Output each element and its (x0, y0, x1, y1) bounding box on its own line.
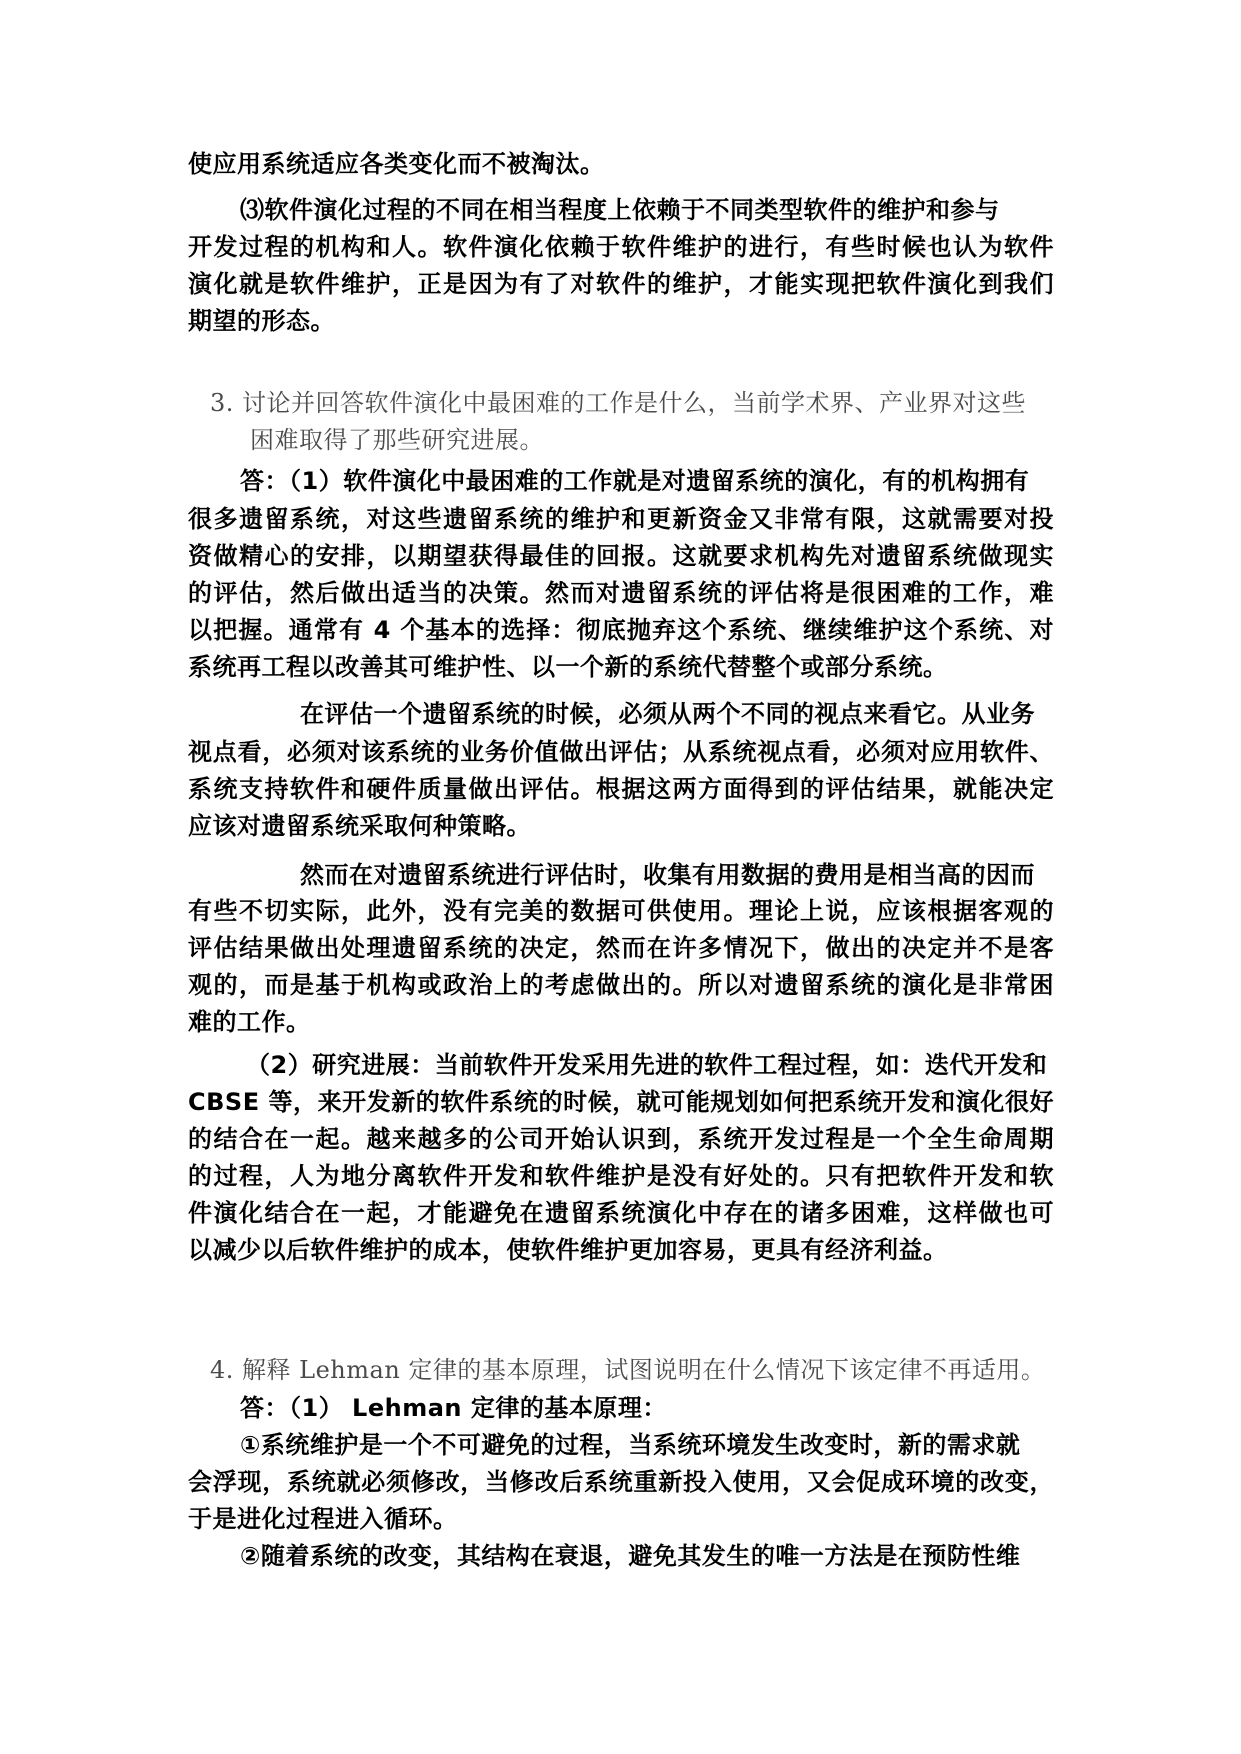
question-heading: 4. 解释 Lehman 定律的基本原理，试图说明在什么情况下该定律不再适用。 (210, 1356, 1046, 1384)
answer-line: 会浮现，系统就必须修改，当修改后系统重新投入使用，又会促成环境的改变， (188, 1468, 1054, 1496)
answer-line: 在评估一个遗留系统的时候，必须从两个不同的视点来看它。从业务 (300, 700, 1035, 728)
answer-line: 然而在对遗留系统进行评估时，收集有用数据的费用是相当高的因而 (300, 861, 1035, 889)
paragraph-line: ⑶软件演化过程的不同在相当程度上依赖于不同类型软件的维护和参与 (240, 196, 1000, 224)
paragraph-line: 开发过程的机构和人。软件演化依赖于软件维护的进行，有些时候也认为软件 (188, 233, 1054, 261)
answer-line: ②随着系统的改变，其结构在衰退，避免其发生的唯一方法是在预防性维 (240, 1542, 1021, 1570)
answer-line: 很多遗留系统，对这些遗留系统的维护和更新资金又非常有限，这就需要对投 (188, 505, 1054, 533)
answer-line: 观的，而是基于机构或政治上的考虑做出的。所以对遗留系统的演化是非常困 (188, 971, 1054, 999)
answer-line: ①系统维护是一个不可避免的过程，当系统环境发生改变时，新的需求就 (240, 1431, 1021, 1459)
answer-line: 系统再工程以改善其可维护性、以一个新的系统代替整个或部分系统。 (188, 653, 948, 681)
answer-line: 视点看，必须对该系统的业务价值做出评估；从系统视点看，必须对应用软件、 (188, 738, 1054, 766)
answer-line: 有些不切实际，此外，没有完美的数据可供使用。理论上说，应该根据客观的 (188, 897, 1054, 925)
answer-line: 以减少以后软件维护的成本，使软件维护更加容易，更具有经济利益。 (188, 1236, 948, 1264)
answer-line: 资做精心的安排，以期望获得最佳的回报。这就要求机构先对遗留系统做现实 (188, 542, 1054, 570)
answer-line: 件演化结合在一起，才能避免在遗留系统演化中存在的诸多困难，这样做也可 (188, 1199, 1054, 1227)
question-heading: 困难取得了那些研究进展。 (250, 426, 544, 454)
answer-line: 难的工作。 (188, 1008, 311, 1036)
paragraph-line: 期望的形态。 (188, 307, 335, 335)
answer-line: 系统支持软件和硬件质量做出评估。根据这两方面得到的评估结果，就能决定 (188, 775, 1054, 803)
answer-line: 的过程，人为地分离软件开发和软件维护是没有好处的。只有把软件开发和软 (188, 1162, 1054, 1190)
answer-line: CBSE 等，来开发新的软件系统的时候，就可能规划如何把系统开发和演化很好 (188, 1088, 1054, 1116)
answer-line: 应该对遗留系统采取何种策略。 (188, 812, 531, 840)
answer-line: 的评估，然后做出适当的决策。然而对遗留系统的评估将是很困难的工作，难 (188, 579, 1054, 607)
paragraph-line: 演化就是软件维护，正是因为有了对软件的维护，才能实现把软件演化到我们 (188, 270, 1054, 298)
answer-line: 以把握。通常有 4 个基本的选择：彻底抛弃这个系统、继续维护这个系统、对 (188, 616, 1054, 644)
answer-line: 答：（1）软件演化中最困难的工作就是对遗留系统的演化，有的机构拥有 (240, 467, 1030, 495)
answer-line: （2）研究进展：当前软件开发采用先进的软件工程过程，如：迭代开发和 (246, 1051, 1048, 1079)
answer-line: 于是进化过程进入循环。 (188, 1505, 458, 1533)
answer-line: 评估结果做出处理遗留系统的决定，然而在许多情况下，做出的决定并不是客 (188, 934, 1054, 962)
answer-heading: 答：（1） Lehman 定律的基本原理： (240, 1394, 667, 1422)
answer-line: 的结合在一起。越来越多的公司开始认识到，系统开发过程是一个全生命周期 (188, 1125, 1054, 1153)
question-heading: 3. 讨论并回答软件演化中最困难的工作是什么，当前学术界、产业界对这些 (210, 389, 1027, 417)
paragraph-line: 使应用系统适应各类变化而不被淘汰。 (188, 150, 605, 178)
